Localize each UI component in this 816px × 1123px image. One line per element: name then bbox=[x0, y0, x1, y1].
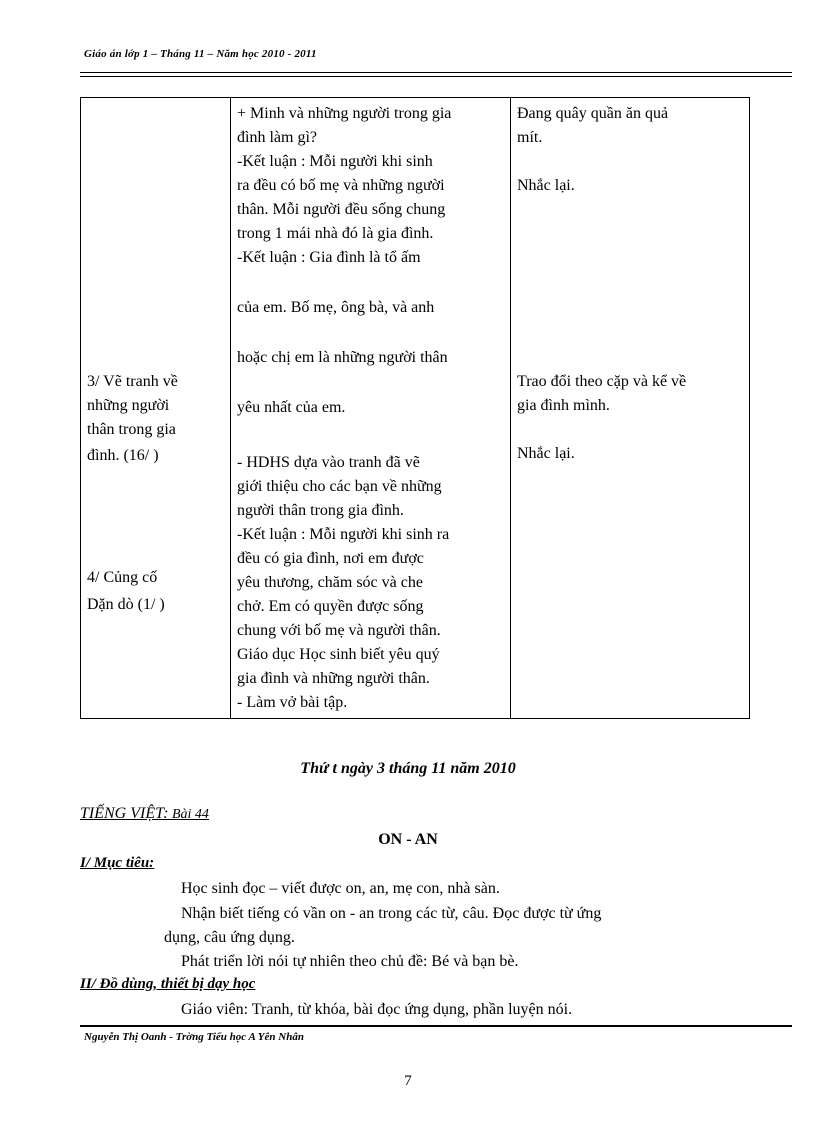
student-column bbox=[511, 98, 750, 719]
teacher-line: trong 1 mái nhà đó là gia đình. bbox=[237, 225, 434, 242]
objective-line: Nhận biết tiếng có vần on - an trong các từ, câu. Đọc được từ ứng bbox=[181, 905, 602, 922]
objective-line: Học sinh đọc – viết được on, an, mẹ con, nhà sàn. bbox=[181, 880, 500, 897]
teacher-line: người thân trong gia đình. bbox=[237, 502, 404, 519]
teacher-line: gia đình và những người thân. bbox=[237, 670, 430, 687]
teacher-column bbox=[231, 98, 511, 719]
teacher-line: đình làm gì? bbox=[237, 129, 317, 146]
student-line: Trao đổi theo cặp và kể về bbox=[517, 373, 687, 390]
table-row bbox=[81, 98, 750, 719]
teacher-line: đều có gia đình, nơi em được bbox=[237, 550, 424, 567]
teacher-line: - Làm vở bài tập. bbox=[237, 694, 348, 711]
subject-heading bbox=[80, 805, 209, 823]
student-line: gia đình mình. bbox=[517, 397, 610, 414]
materials-line: Giáo viên: Tranh, từ khóa, bài đọc ứng dụng, phần luyện nói. bbox=[181, 1001, 573, 1018]
student-line: Nhắc lại. bbox=[517, 177, 575, 194]
teacher-line: ra đều có bố mẹ và những người bbox=[237, 177, 445, 194]
teacher-line: Giáo dục Học sinh biết yêu quý bbox=[237, 646, 440, 663]
teacher-line: yêu nhất của em. bbox=[237, 399, 346, 416]
activity-column bbox=[81, 98, 231, 719]
teacher-line: thân. Mỗi người đều sống chung bbox=[237, 201, 446, 218]
lesson-number: Bài 44 bbox=[168, 807, 209, 822]
footer-rule bbox=[80, 1025, 792, 1027]
day-title: Thứ t ngày 3 tháng 11 năm 2010 bbox=[300, 760, 516, 777]
teacher-line: + Minh và những người trong gia bbox=[237, 105, 452, 122]
page-number: 7 bbox=[404, 1073, 412, 1089]
student-line: Đang quây quần ăn quả bbox=[517, 105, 669, 122]
subject-name: TIẾNG VIỆT: bbox=[80, 805, 169, 822]
activity-line: đình. (16/ ) bbox=[87, 447, 159, 464]
page-header: Giáo án lớp 1 – Tháng 11 – Năm học 2010 - 2011 bbox=[84, 48, 317, 60]
objective-line: Phát triển lời nói tự nhiên theo chủ đề: Bé và bạn bè. bbox=[181, 953, 519, 970]
objectives-heading: I/ Mục tiêu: bbox=[80, 855, 155, 871]
activity-line: 4/ Củng cố bbox=[87, 569, 158, 586]
student-line: Nhắc lại. bbox=[517, 445, 575, 462]
page-footer: Nguyễn Thị Oanh - Trờng Tiểu học A Yên Nhân bbox=[84, 1031, 304, 1043]
materials-heading: II/ Đồ dùng, thiết bị dạy học bbox=[80, 976, 256, 992]
activity-line: những người bbox=[87, 397, 170, 414]
teacher-line: -Kết luận : Gia đình là tổ ấm bbox=[237, 249, 421, 266]
activity-line: Dặn dò (1/ ) bbox=[87, 596, 165, 613]
lesson-title: ON - AN bbox=[378, 831, 438, 848]
teacher-line: yêu thương, chăm sóc và che bbox=[237, 574, 423, 591]
activity-line: thân trong gia bbox=[87, 421, 176, 438]
activity-line: 3/ Vẽ tranh về bbox=[87, 373, 178, 390]
teacher-line: -Kết luận : Mỗi người khi sinh bbox=[237, 153, 433, 170]
teacher-line: chung với bố mẹ và người thân. bbox=[237, 622, 441, 639]
teacher-line: - HDHS dựa vào tranh đã vẽ bbox=[237, 454, 420, 471]
teacher-line: -Kết luận : Mỗi người khi sinh ra bbox=[237, 526, 450, 543]
objective-line: dụng, câu ứng dụng. bbox=[164, 929, 295, 946]
teacher-line: chở. Em có quyền được sống bbox=[237, 598, 424, 615]
lesson-table bbox=[80, 97, 750, 719]
teacher-line: giới thiệu cho các bạn về những bbox=[237, 478, 442, 495]
teacher-line: hoặc chị em là những người thân bbox=[237, 349, 448, 366]
teacher-line: của em. Bố mẹ, ông bà, và anh bbox=[237, 299, 435, 316]
student-line: mít. bbox=[517, 129, 543, 146]
header-rule-top bbox=[80, 72, 792, 73]
header-rule-bottom bbox=[80, 76, 792, 77]
